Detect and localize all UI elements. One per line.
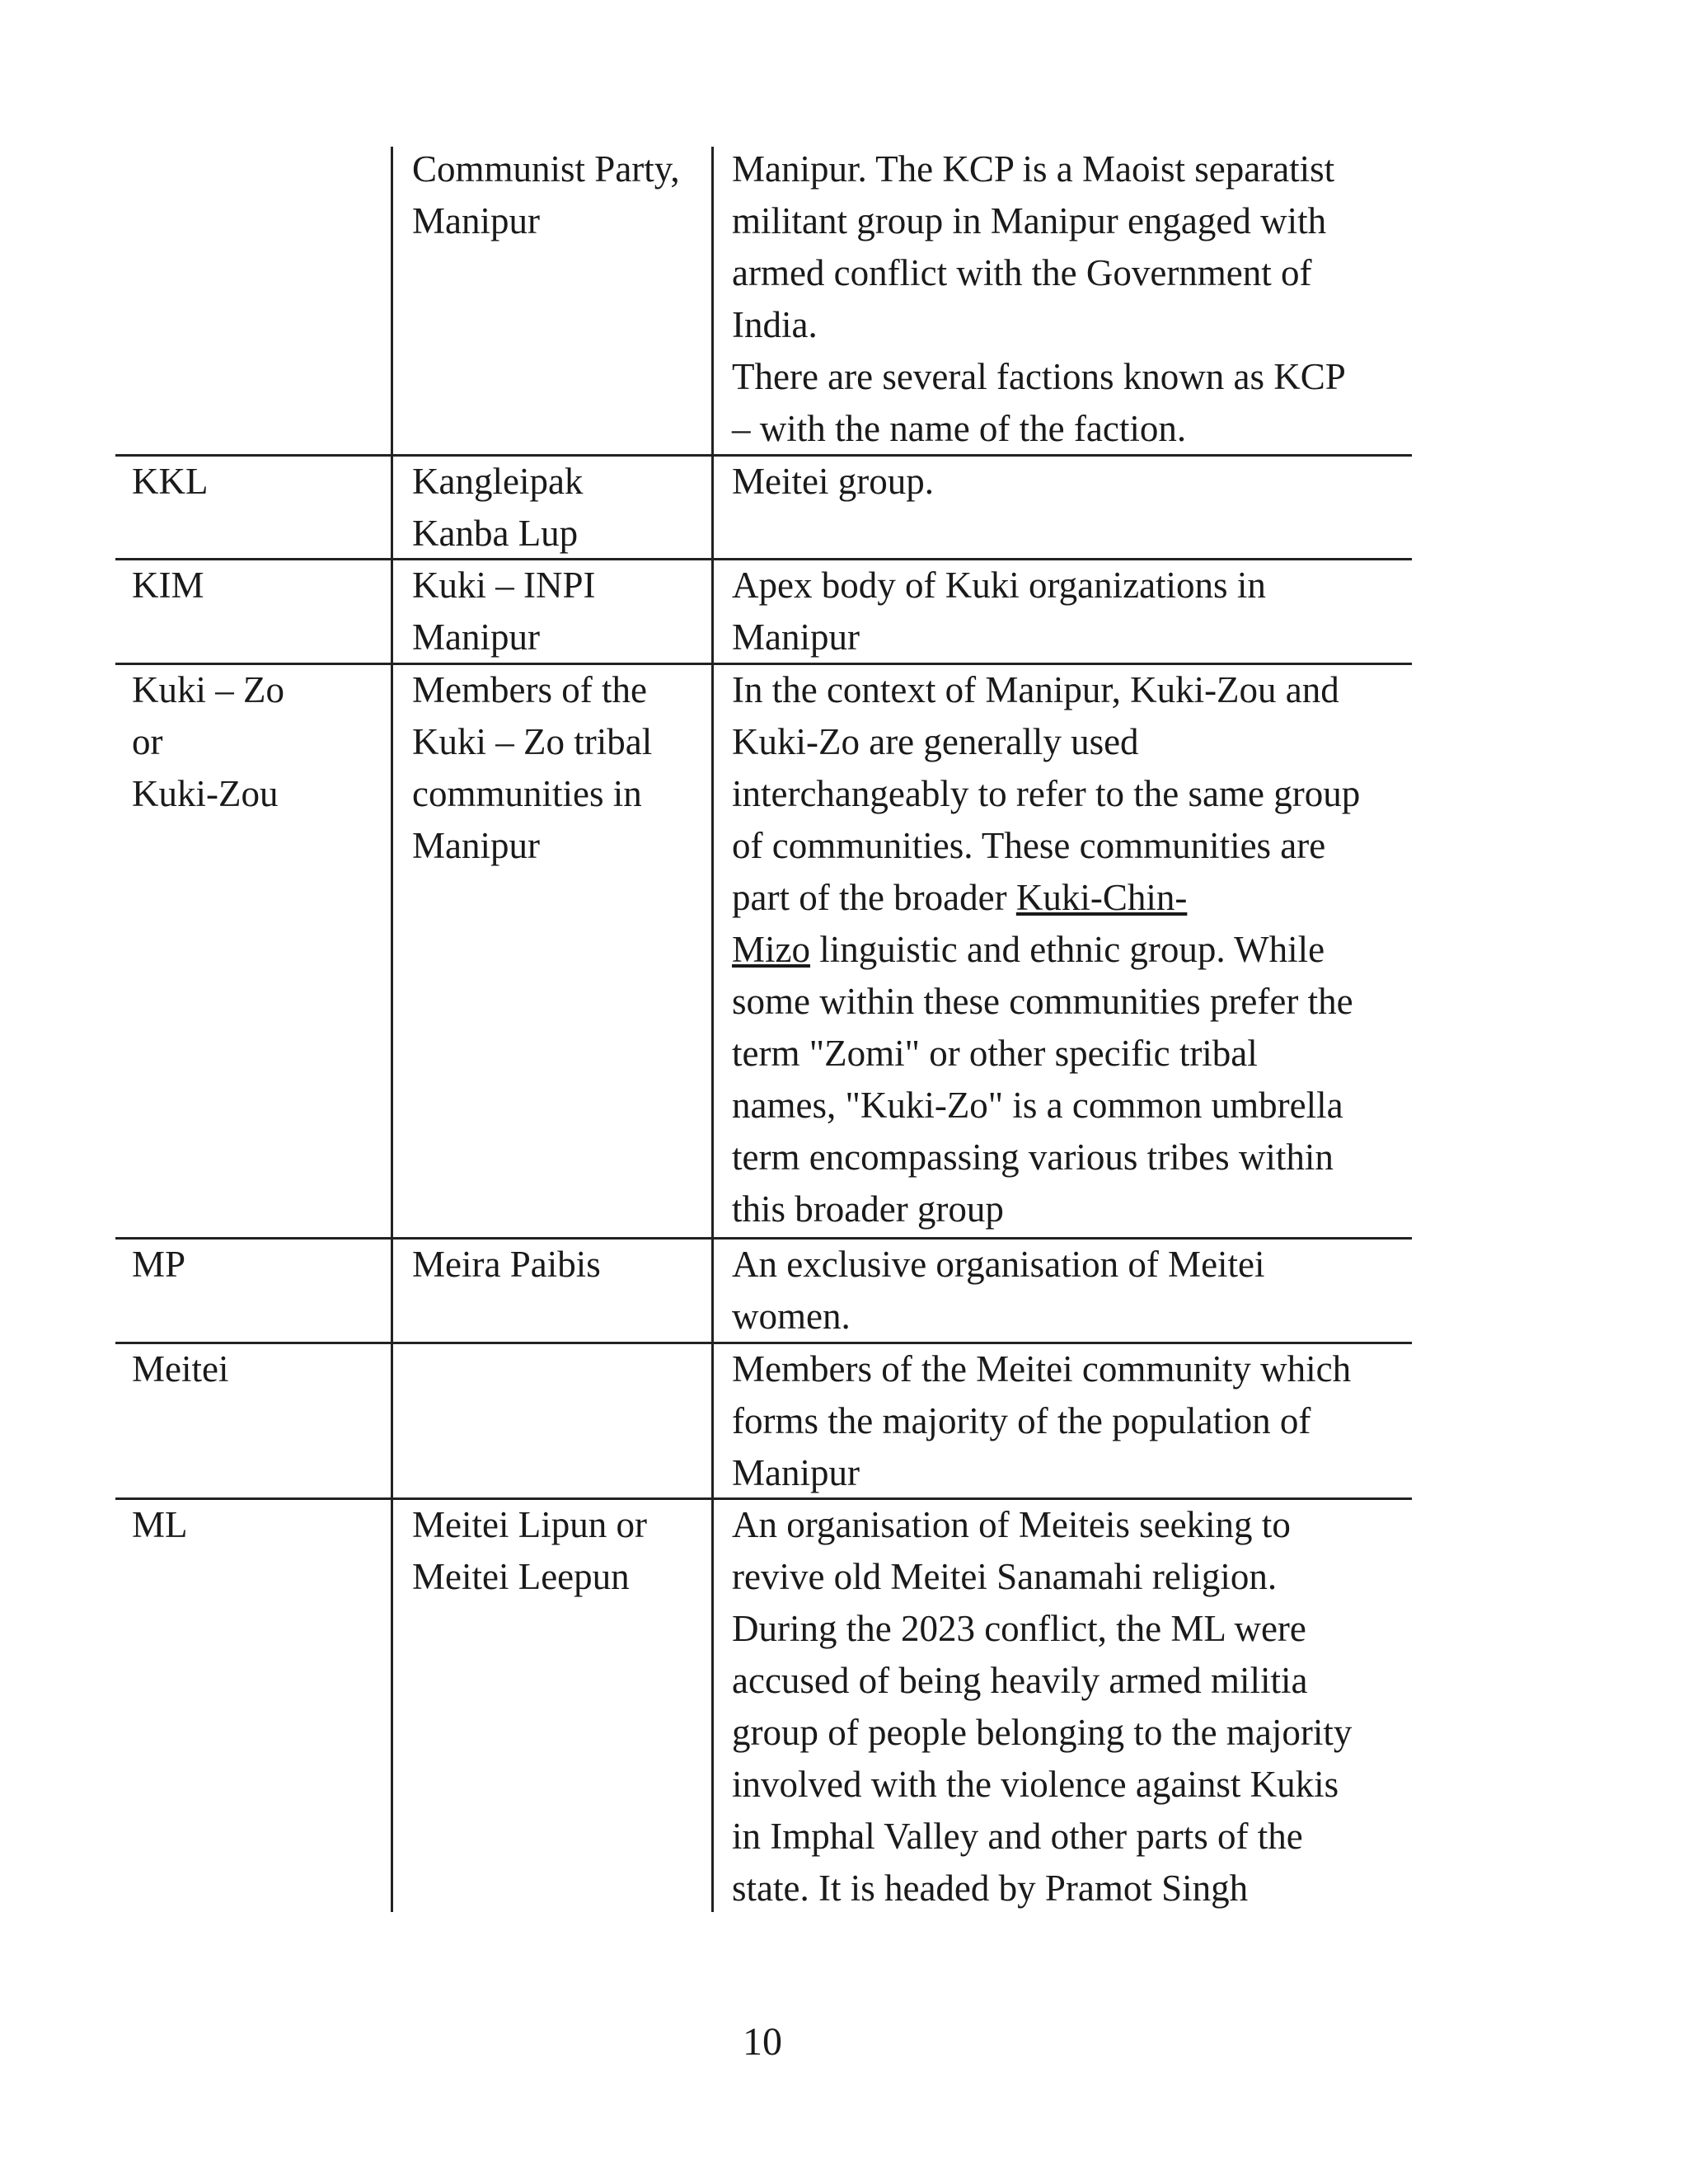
table-cell-description: Meitei group.	[732, 461, 934, 502]
table-cell-description: An organisation of Meiteis seeking to revive old Meitei Sanamahi religion. During the 2023 conflict, the ML were accused of being heavily armed militia group of people belonging to the majority involved with the violence against Kukis in Imphal Valley and other parts of the state. It is headed by Pramot Singh	[732, 1504, 1353, 1909]
table-cell-name: Kangleipak Kanba Lup	[412, 461, 584, 554]
table-cell-abbreviation: MP	[132, 1244, 186, 1285]
table-cell-abbreviation: KKL	[132, 461, 209, 502]
table-cell-abbreviation: Meitei	[132, 1348, 229, 1390]
kuki-chin-mizo-link[interactable]: Kuki-Chin- Mizo	[732, 877, 1188, 970]
description-text: linguistic and ethnic group. While some within these communities prefer the term "Zomi" or other specific tribal names, "Kuki-Zo" is a common umbrella term encompassing various tribes within this broader group	[732, 929, 1353, 1230]
column-divider-1	[391, 147, 393, 1912]
table-cell-description: Manipur. The KCP is a Maoist separatist militant group in Manipur engaged with armed conflict with the Government of India. There are several factions known as KCP – with the name of the faction.	[732, 148, 1346, 449]
table-cell-abbreviation: ML	[132, 1504, 188, 1545]
page-number: 10	[743, 2020, 782, 2064]
table-cell-name: Members of the Kuki – Zo tribal communities in Manipur	[412, 669, 653, 866]
description-text: In the context of Manipur, Kuki-Zou and Kuki-Zo are generally used interchangeably to refer to the same group of communities. These communities are part of the broader	[732, 669, 1361, 918]
column-divider-2	[711, 147, 714, 1912]
table-cell-abbreviation: Kuki – Zo or Kuki-Zou	[132, 669, 284, 814]
table-cell-description	[732, 664, 1400, 1235]
table-cell-name: Meitei Lipun or Meitei Leepun	[412, 1504, 647, 1597]
table-cell-name: Kuki – INPI Manipur	[412, 565, 596, 658]
table-cell-name: Communist Party, Manipur	[412, 148, 680, 241]
table-cell-description: An exclusive organisation of Meitei women.	[732, 1244, 1265, 1337]
table-cell-description: Apex body of Kuki organizations in Manipur	[732, 565, 1266, 658]
table-cell-abbreviation: KIM	[132, 565, 204, 606]
table-cell-name: Meira Paibis	[412, 1244, 601, 1285]
table-cell-description: Members of the Meitei community which forms the majority of the population of Manipur	[732, 1348, 1352, 1493]
